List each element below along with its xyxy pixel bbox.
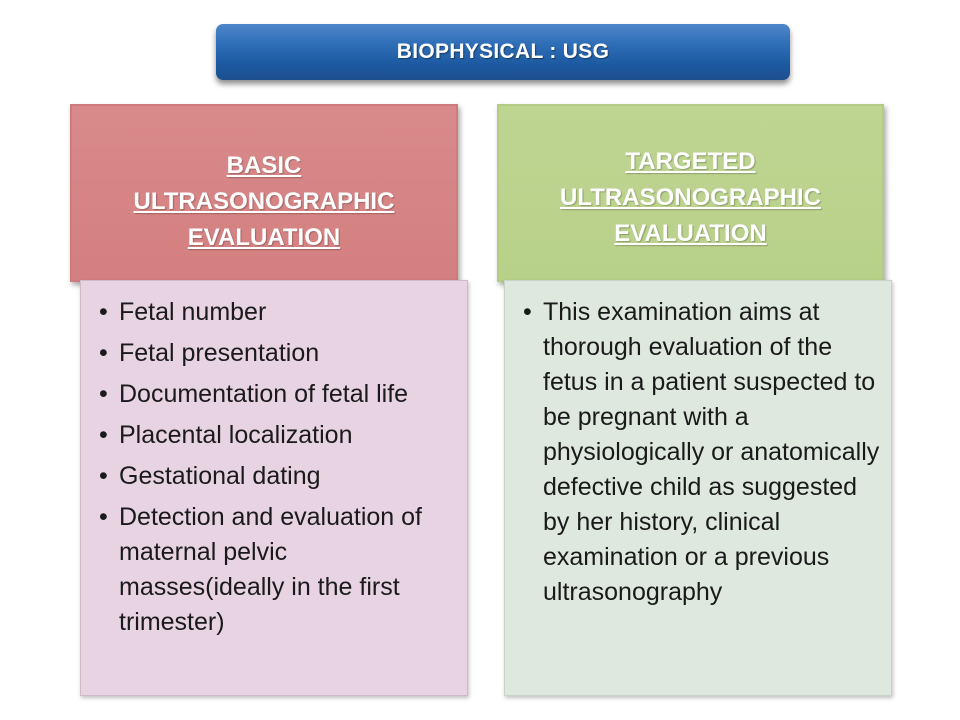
bullet-icon: • [99, 339, 108, 367]
list-item: • Placental localization [119, 418, 459, 453]
bullet-icon: • [523, 298, 532, 326]
bullet-icon: • [99, 298, 108, 326]
list-item: • Fetal presentation [119, 336, 459, 371]
bullet-icon: • [99, 421, 108, 449]
targeted-evaluation-list [523, 295, 883, 610]
bullet-icon: • [99, 462, 108, 490]
basic-evaluation-heading: BASIC ULTRASONOGRAPHIC EVALUATION [133, 152, 395, 251]
bullet-icon: • [99, 380, 108, 408]
list-item: • Gestational dating [119, 459, 459, 494]
list-item: • Detection and evaluation of maternal pelvic masses(ideally in the first trimester) [119, 500, 459, 640]
targeted-evaluation-heading: TARGETED ULTRASONOGRAPHIC EVALUATION [560, 148, 821, 247]
targeted-evaluation-list-box [504, 280, 892, 696]
list-item: • This examination aims at thorough evaluation of the fetus in a patient suspected to be pregnant with a physiologically or anatomically defective child as suggested by her history, clinical examination or a previous ultrasonography [543, 295, 883, 610]
basic-evaluation-list-box [80, 280, 468, 696]
list-item: • Documentation of fetal life [119, 377, 459, 412]
list-item: • Fetal number [119, 295, 459, 330]
targeted-evaluation-header [497, 104, 884, 282]
basic-evaluation-header [70, 104, 458, 282]
basic-evaluation-list [99, 295, 459, 640]
title-banner [216, 24, 790, 80]
banner-title: BIOPHYSICAL : USG [396, 40, 610, 63]
bullet-icon: • [99, 503, 108, 531]
